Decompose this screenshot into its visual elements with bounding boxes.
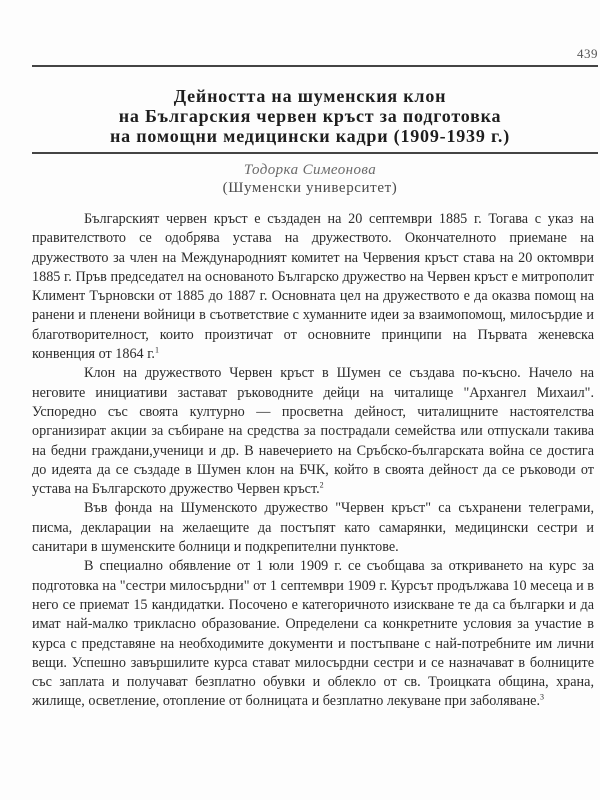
author-affiliation: (Шуменски университет): [222, 180, 398, 196]
title-line: Дейността на шуменския клон: [173, 86, 447, 106]
paragraph: [32, 364, 594, 499]
paragraph-text: Клон на дружеството Червен кръст в Шумен се създава по-късно. Начело на неговите инициативи застават ръководните дейци на читалище "Архангел Михаил". Успоредно със своята културно — просветна дейност, читалищните настоятелства организират акции за събиране на средства за пострадали семейства или отпускали такива на бедни граждани,ученици и др. В навечерието на Сръбско-българската война се достига до идеята да се създаде в Шумен клон на БЧК, който в своята дейност да се ръководи от устава на Българското дружество Червен кръст.: [32, 365, 594, 498]
page-number: 439: [577, 46, 598, 61]
footnote-ref: 2: [319, 480, 324, 490]
title-rule: [32, 152, 598, 154]
paragraph-text: В специално обявление от 1 юли 1909 г. се съобщава за откриването на курс за подготовка на "сестри милосърдни" от 1 септември 1909 г. Курсът продължава 10 месеца и в него се приемат 15 кандидатки. Посочено е категоричното изискване те да са българки и да имат най-малко трикласно образование. Определени са конкретните условия за участие в курса с представяне на необходимите документи и постъпване с най-потребните им лични вещи. Успешно завършилите курса стават милосърдни сестри и се назначават в болниците със заплата и получават безплатно обувки и облекло от св. Троицката община, храна, жилище, осветление, отопление от болницата и безплатно лекуване при заболяване.: [32, 558, 594, 710]
title-line: на помощни медицински кадри (1909-1939 г.): [109, 126, 510, 146]
article-title: [20, 86, 600, 146]
paragraph-text: Във фонда на Шуменското дружество "Червен кръст" са съхранени телеграми, писма, декларации на желаещите да постъпят като самарянки, медицински сестри и санитари в шуменските болници и подкрепителни пунктове.: [32, 500, 594, 556]
article-body: [32, 210, 594, 712]
paragraph: [32, 499, 594, 557]
title-line: на Българския червен кръст за подготовка: [118, 106, 502, 126]
header-rule: [32, 65, 598, 67]
footnote-ref: 3: [540, 692, 545, 702]
footnote-ref: 1: [154, 345, 159, 355]
paragraph-text: Българският червен кръст е създаден на 20 септември 1885 г. Тогава с указ на правителството се одобрява устава на дружеството. Окончателното приемане на дружеството за член на Международният комитет на Червения кръст става на 20 октомври 1885 г. Пръв председател на основаното Българско дружество на Червен кръст е митрополит Климент Търновски от 1885 до 1887 г. Основната цел на дружеството е да оказва помощ на ранени и пленени войници в съответствие с хуманните идеи за взаимопомощ, милосърдие и благотворителност, които произтичат от основните принципи на Първата женевска конвенция от 1864 г.: [32, 211, 594, 363]
paragraph: [32, 210, 594, 364]
author-name: Тодорка Симеонова: [243, 162, 377, 178]
paragraph: [32, 557, 594, 711]
